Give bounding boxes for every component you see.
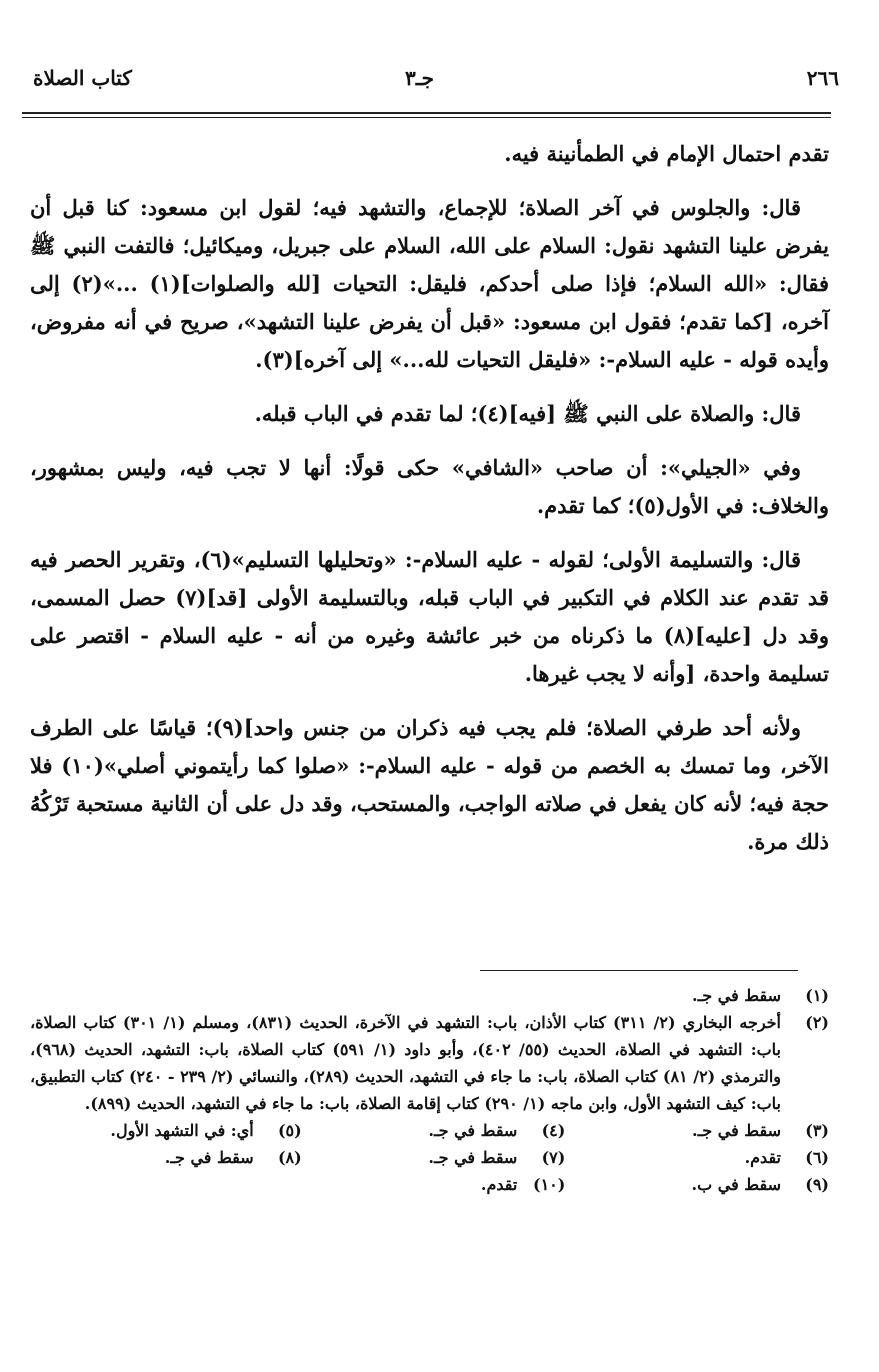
footnote [302, 1144, 566, 1171]
footnote [565, 1144, 829, 1171]
footnote-number: (١٠) [533, 1175, 566, 1194]
footnote [302, 1117, 566, 1144]
footnote-number: (١) [805, 986, 829, 1005]
footnote-text: أخرجه البخاري (٢/ ٣١١) كتاب الأذان، باب: التشهد في الآخرة، الحديث (٨٣١)، ومسلم (١/ ٣٠١) كتاب الصلاة، باب: التشهد في الصلاة، الحديث (٥٥/ ٤٠٢)، وأبو داود (١/ ٥٩١) كتاب الصلاة، باب: التشهد، الحديث (٩٦٨)، والترمذي (٢/ ٨١) كتاب الصلاة، باب: ما جاء في التشهد، الحديث (٢٨٩)، والنسائي (٢/ ٢٣٩ - ٢٤٠) كتاب التطبيق، باب: كيف التشهد الأول، وابن ماجه (١/ ٢٩٠) كتاب إقامة الصلاة، باب: ما جاء في التشهد، الحديث (٨٩٩). [29, 1013, 782, 1113]
paragraph: قال: والجلوس في آخر الصلاة؛ للإجماع، والتشهد فيه؛ لقول ابن مسعود: كنا قبل أن يفرض علينا التشهد نقول: السلام على الله، السلام على جبريل، وميكائيل؛ فالتفت النبي ﷺ فقال: «الله السلام؛ فإذا صلى أحدكم، فليقل: التحيات [لله والصلوات](١) ...»(٢) إلى آخره، [كما تقدم؛ فقول ابن مسعود: «قبل أن يفرض علينا التشهد»، صريح في أنه مفروض، وأيده قوله - عليه السلام-: «فليقل التحيات لله...» إلى آخره](٣). [30, 195, 830, 372]
footnote [302, 1171, 566, 1198]
footnote-grid [30, 1117, 829, 1198]
footnote-text: سقط في جـ. [692, 1121, 781, 1140]
paragraph: تقدم احتمال الإمام في الطمأنينة فيه. [504, 141, 829, 166]
footnote [30, 1144, 302, 1171]
paragraph: قال: والصلاة على النبي ﷺ [فيه](٤)؛ لما تقدم في الباب قبله. [254, 401, 801, 426]
header-rule [22, 112, 831, 118]
footnote [30, 982, 829, 1009]
page-header [25, 62, 854, 102]
footnote-text: تقدم. [744, 1148, 781, 1167]
book-title: كتاب الصلاة [33, 66, 132, 90]
footnote-separator [480, 970, 798, 971]
footnote-text: أي: في التشهد الأول. [110, 1121, 254, 1140]
footnote-number: (٧) [541, 1148, 566, 1167]
paragraph: ولأنه أحد طرفي الصلاة؛ فلم يجب فيه ذكران من جنس واحد](٩)؛ قياسًا على الطرف الآخر، وما تمسك به الخصم من قوله - عليه السلام-: «صلوا كما رأيتموني أصلي»(١٠) فلا حجة فيه؛ لأنه كان يفعل في صلاته الواجب، والمستحب، وقد دل على أن الثانية مستحبة تَرْكُهُ ذلك مرة. [30, 715, 829, 854]
footnote-number: (٤) [541, 1121, 566, 1140]
footnote-number: (٥) [277, 1121, 302, 1140]
paragraph: قال: والتسليمة الأولى؛ لقوله - عليه السلام-: «وتحليلها التسليم»(٦)، وتقرير الحصر فيه قد تقدم عند الكلام في التكبير في الباب قبله، وبالتسليمة الأولى [قد](٧) حصل المسمى، وقد دل [عليه](٨) ما ذكرناه من خبر عائشة وغيره من أنه - عليه السلام - اقتصر على تسليمة واحدة، [وأنه لا يجب غيرها. [30, 547, 829, 686]
footnotes [30, 982, 829, 1198]
footnote [30, 1009, 829, 1117]
footnote-text: سقط في جـ. [428, 1121, 518, 1140]
footnote [565, 1117, 829, 1144]
footnote-text: سقط في ب. [691, 1175, 781, 1194]
footnote-text: تقدم. [480, 1175, 518, 1194]
footnote-text: سقط في جـ. [428, 1148, 518, 1167]
footnote-text: سقط في جـ. [164, 1148, 254, 1167]
page-number: ٢٦٦ [806, 66, 839, 90]
footnote [565, 1171, 829, 1198]
footnote-text: سقط في جـ. [692, 986, 781, 1005]
footnote-number: (٩) [805, 1175, 829, 1194]
footnote-number: (٢) [805, 1013, 829, 1032]
footnote-number: (٦) [805, 1148, 829, 1167]
footnote-number: (٨) [277, 1148, 302, 1167]
footnote [30, 1117, 302, 1144]
main-text [30, 135, 829, 877]
footnote-number: (٣) [805, 1121, 829, 1140]
volume-label: جـ٣ [405, 66, 434, 90]
paragraph: وفي «الجيلي»: أن صاحب «الشافي» حكى قولًا: أنها لا تجب فيه، وليس بمشهور، والخلاف: في الأول(٥)؛ كما تقدم. [30, 455, 829, 518]
